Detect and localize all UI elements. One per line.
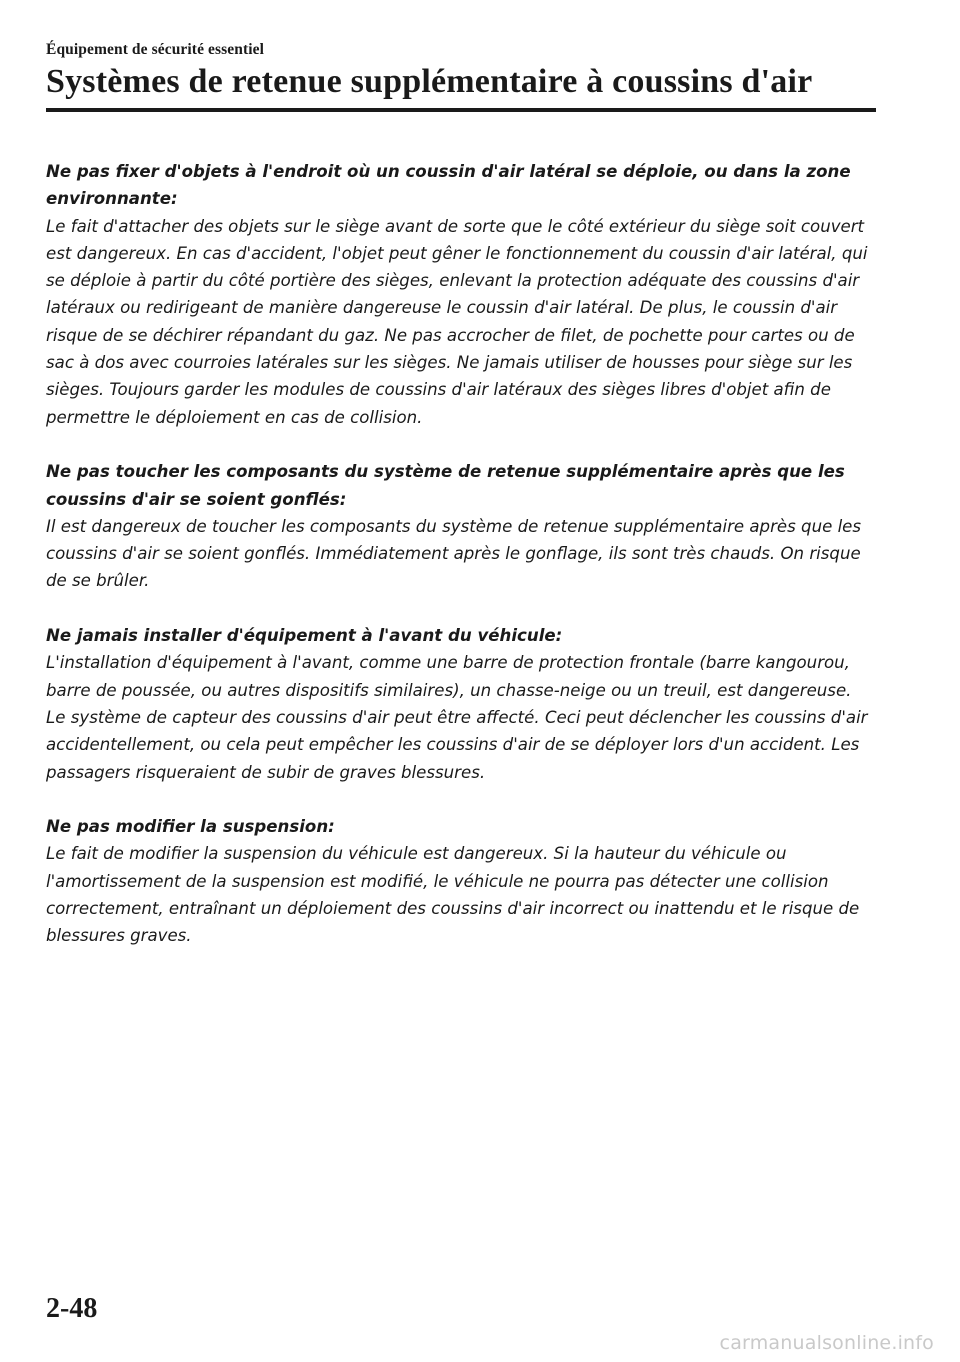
watermark: carmanualsonline.info (719, 1332, 934, 1354)
warning-content (46, 158, 876, 977)
warning-text: Le fait de modifier la suspension du véhicule est dangereux. Si la hauteur du véhicule ou l'amortissement de la suspension est modifié, le véhicule ne pourra pas détecter une collision correctement, entraînant un déploiement des coussins d'air incorrect ou inattendu et le risque de blessures graves. (46, 844, 860, 946)
warning-heading: Ne pas modifier la suspension: (46, 817, 335, 837)
warning-text: Le fait d'attacher des objets sur le siège avant de sorte que le côté extérieur du siège soit couvert est dangereux. En cas d'accident, l'objet peut gêner le fonctionnement du coussin d'air latéral, qui se déploie à partir du côté portière des sièges, enlevant la protection adéquate des coussins d'air latéraux ou redirigeant de manière dangereuse le coussin d'air latéral. De plus, le coussin d'air risque de se déchirer répandant du gaz. Ne pas accrocher de filet, de pochette pour cartes ou de sac à dos avec courroies latérales sur les sièges. Ne jamais utiliser de housses pour siège sur les sièges. Toujours garder les modules de coussins d'air latéraux des sièges libres d'objet afin de permettre le déploiement en cas de collision. (46, 216, 868, 427)
page-title: Systèmes de retenue supplémentaire à coussins d'air (46, 63, 813, 100)
title-divider (46, 108, 876, 112)
warning-block-inflated-components (46, 458, 876, 594)
warning-text: Il est dangereux de toucher les composants du système de retenue supplémentaire après que les coussins d'air se soient gonflés. Immédiatement après le gonflage, ils sont très chauds. On risque de se brûler. (46, 516, 862, 591)
warning-heading: Ne pas toucher les composants du système de retenue supplémentaire après que les coussins d'air se soient gonflés: (46, 462, 845, 509)
warning-block-front-equipment (46, 622, 876, 786)
section-label: Équipement de sécurité essentiel (46, 41, 265, 58)
warning-block-suspension (46, 813, 876, 949)
warning-text: L'installation d'équipement à l'avant, comme une barre de protection frontale (barre kangourou, barre de poussée, ou autres dispositifs similaires), un chasse-neige ou un treuil, est dangereuse. Le système de capteur des coussins d'air peut être affecté. Ceci peut déclencher les coussins d'air accidentellement, ou cela peut empêcher les coussins d'air de se déployer lors d'un accident. Les passagers risqueraient de subir de graves blessures. (46, 653, 868, 782)
page-header (46, 40, 876, 112)
warning-block-side-airbag-objects (46, 158, 876, 431)
warning-heading: Ne pas fixer d'objets à l'endroit où un coussin d'air latéral se déploie, ou dans la zone environnante: (46, 162, 851, 209)
page-number: 2-48 (46, 1293, 98, 1324)
warning-heading: Ne jamais installer d'équipement à l'avant du véhicule: (46, 626, 563, 646)
